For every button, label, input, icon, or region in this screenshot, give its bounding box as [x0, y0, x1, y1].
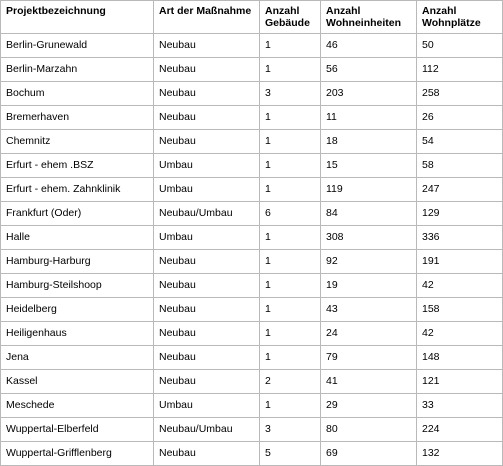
table-row: [1, 418, 503, 442]
table-row: [1, 394, 503, 418]
cell-anzahl-wohnplaetze: 336: [417, 226, 503, 250]
header-art-der-massnahme: Art der Maßnahme: [154, 1, 260, 34]
cell-art-der-massnahme: Neubau/Umbau: [154, 418, 260, 442]
cell-projektbezeichnung: Erfurt - ehem. Zahnklinik: [1, 178, 154, 202]
table-row: [1, 130, 503, 154]
table-row: [1, 298, 503, 322]
cell-projektbezeichnung: Meschede: [1, 394, 154, 418]
table-row: [1, 34, 503, 58]
cell-anzahl-wohnplaetze: 247: [417, 178, 503, 202]
table-row: [1, 322, 503, 346]
header-anzahl-wohnplaetze: Anzahl Wohnplätze: [417, 1, 503, 34]
cell-anzahl-wohnplaetze: 112: [417, 58, 503, 82]
cell-art-der-massnahme: Neubau: [154, 58, 260, 82]
cell-anzahl-wohneinheiten: 203: [321, 82, 417, 106]
cell-art-der-massnahme: Neubau: [154, 34, 260, 58]
cell-anzahl-gebaeude: 1: [260, 106, 321, 130]
cell-art-der-massnahme: Neubau: [154, 442, 260, 466]
header-projektbezeichnung: Projektbezeichnung: [1, 1, 154, 34]
cell-anzahl-wohnplaetze: 26: [417, 106, 503, 130]
cell-anzahl-wohneinheiten: 80: [321, 418, 417, 442]
cell-anzahl-gebaeude: 1: [260, 154, 321, 178]
cell-projektbezeichnung: Berlin-Marzahn: [1, 58, 154, 82]
cell-anzahl-wohneinheiten: 92: [321, 250, 417, 274]
header-row: [1, 1, 503, 34]
cell-art-der-massnahme: Neubau: [154, 322, 260, 346]
cell-anzahl-wohnplaetze: 42: [417, 274, 503, 298]
cell-anzahl-gebaeude: 1: [260, 322, 321, 346]
cell-anzahl-wohnplaetze: 42: [417, 322, 503, 346]
cell-anzahl-wohneinheiten: 46: [321, 34, 417, 58]
cell-anzahl-wohnplaetze: 258: [417, 82, 503, 106]
cell-anzahl-wohnplaetze: 54: [417, 130, 503, 154]
table-row: [1, 250, 503, 274]
cell-art-der-massnahme: Neubau: [154, 130, 260, 154]
cell-anzahl-wohnplaetze: 148: [417, 346, 503, 370]
cell-anzahl-wohnplaetze: 224: [417, 418, 503, 442]
table-row: [1, 82, 503, 106]
cell-anzahl-wohnplaetze: 191: [417, 250, 503, 274]
cell-art-der-massnahme: Umbau: [154, 178, 260, 202]
cell-anzahl-wohneinheiten: 308: [321, 226, 417, 250]
table-row: [1, 58, 503, 82]
cell-anzahl-gebaeude: 1: [260, 226, 321, 250]
table-row: [1, 370, 503, 394]
table-row: [1, 274, 503, 298]
cell-anzahl-gebaeude: 1: [260, 298, 321, 322]
cell-art-der-massnahme: Neubau: [154, 298, 260, 322]
cell-projektbezeichnung: Frankfurt (Oder): [1, 202, 154, 226]
cell-anzahl-gebaeude: 3: [260, 82, 321, 106]
cell-anzahl-gebaeude: 6: [260, 202, 321, 226]
cell-projektbezeichnung: Wuppertal-Grifflenberg: [1, 442, 154, 466]
table-row: [1, 106, 503, 130]
cell-art-der-massnahme: Neubau/Umbau: [154, 202, 260, 226]
cell-anzahl-gebaeude: 1: [260, 346, 321, 370]
cell-anzahl-gebaeude: 1: [260, 58, 321, 82]
cell-anzahl-gebaeude: 1: [260, 34, 321, 58]
cell-anzahl-gebaeude: 1: [260, 178, 321, 202]
cell-art-der-massnahme: Umbau: [154, 394, 260, 418]
table-body: [1, 34, 503, 466]
cell-anzahl-gebaeude: 1: [260, 274, 321, 298]
cell-anzahl-gebaeude: 1: [260, 250, 321, 274]
cell-anzahl-gebaeude: 5: [260, 442, 321, 466]
cell-anzahl-wohneinheiten: 24: [321, 322, 417, 346]
cell-projektbezeichnung: Halle: [1, 226, 154, 250]
cell-anzahl-gebaeude: 1: [260, 394, 321, 418]
cell-anzahl-wohneinheiten: 15: [321, 154, 417, 178]
cell-projektbezeichnung: Bremerhaven: [1, 106, 154, 130]
cell-projektbezeichnung: Hamburg-Steilshoop: [1, 274, 154, 298]
header-anzahl-wohneinheiten: Anzahl Wohneinheiten: [321, 1, 417, 34]
table-row: [1, 346, 503, 370]
cell-projektbezeichnung: Hamburg-Harburg: [1, 250, 154, 274]
cell-art-der-massnahme: Neubau: [154, 106, 260, 130]
header-anzahl-gebaeude: Anzahl Gebäude: [260, 1, 321, 34]
cell-art-der-massnahme: Umbau: [154, 226, 260, 250]
cell-anzahl-gebaeude: 2: [260, 370, 321, 394]
cell-anzahl-gebaeude: 1: [260, 130, 321, 154]
table-row: [1, 226, 503, 250]
cell-anzahl-wohneinheiten: 19: [321, 274, 417, 298]
table-row: [1, 442, 503, 466]
cell-projektbezeichnung: Berlin-Grunewald: [1, 34, 154, 58]
cell-anzahl-wohneinheiten: 11: [321, 106, 417, 130]
cell-art-der-massnahme: Neubau: [154, 82, 260, 106]
cell-anzahl-gebaeude: 3: [260, 418, 321, 442]
table-row: [1, 154, 503, 178]
cell-anzahl-wohnplaetze: 158: [417, 298, 503, 322]
cell-anzahl-wohnplaetze: 121: [417, 370, 503, 394]
cell-projektbezeichnung: Heiligenhaus: [1, 322, 154, 346]
cell-anzahl-wohneinheiten: 84: [321, 202, 417, 226]
table-header: [1, 1, 503, 34]
cell-anzahl-wohnplaetze: 58: [417, 154, 503, 178]
cell-art-der-massnahme: Neubau: [154, 274, 260, 298]
cell-anzahl-wohneinheiten: 56: [321, 58, 417, 82]
table-row: [1, 202, 503, 226]
cell-art-der-massnahme: Neubau: [154, 250, 260, 274]
cell-anzahl-wohnplaetze: 129: [417, 202, 503, 226]
cell-projektbezeichnung: Erfurt - ehem .BSZ: [1, 154, 154, 178]
cell-art-der-massnahme: Umbau: [154, 154, 260, 178]
cell-anzahl-wohneinheiten: 79: [321, 346, 417, 370]
cell-anzahl-wohneinheiten: 119: [321, 178, 417, 202]
cell-projektbezeichnung: Chemnitz: [1, 130, 154, 154]
cell-projektbezeichnung: Kassel: [1, 370, 154, 394]
cell-anzahl-wohneinheiten: 69: [321, 442, 417, 466]
cell-projektbezeichnung: Heidelberg: [1, 298, 154, 322]
cell-projektbezeichnung: Jena: [1, 346, 154, 370]
cell-anzahl-wohneinheiten: 43: [321, 298, 417, 322]
cell-projektbezeichnung: Wuppertal-Elberfeld: [1, 418, 154, 442]
table-row: [1, 178, 503, 202]
cell-art-der-massnahme: Neubau: [154, 346, 260, 370]
cell-anzahl-wohneinheiten: 29: [321, 394, 417, 418]
cell-art-der-massnahme: Neubau: [154, 370, 260, 394]
cell-anzahl-wohneinheiten: 18: [321, 130, 417, 154]
cell-anzahl-wohneinheiten: 41: [321, 370, 417, 394]
cell-anzahl-wohnplaetze: 132: [417, 442, 503, 466]
cell-anzahl-wohnplaetze: 50: [417, 34, 503, 58]
cell-projektbezeichnung: Bochum: [1, 82, 154, 106]
cell-anzahl-wohnplaetze: 33: [417, 394, 503, 418]
